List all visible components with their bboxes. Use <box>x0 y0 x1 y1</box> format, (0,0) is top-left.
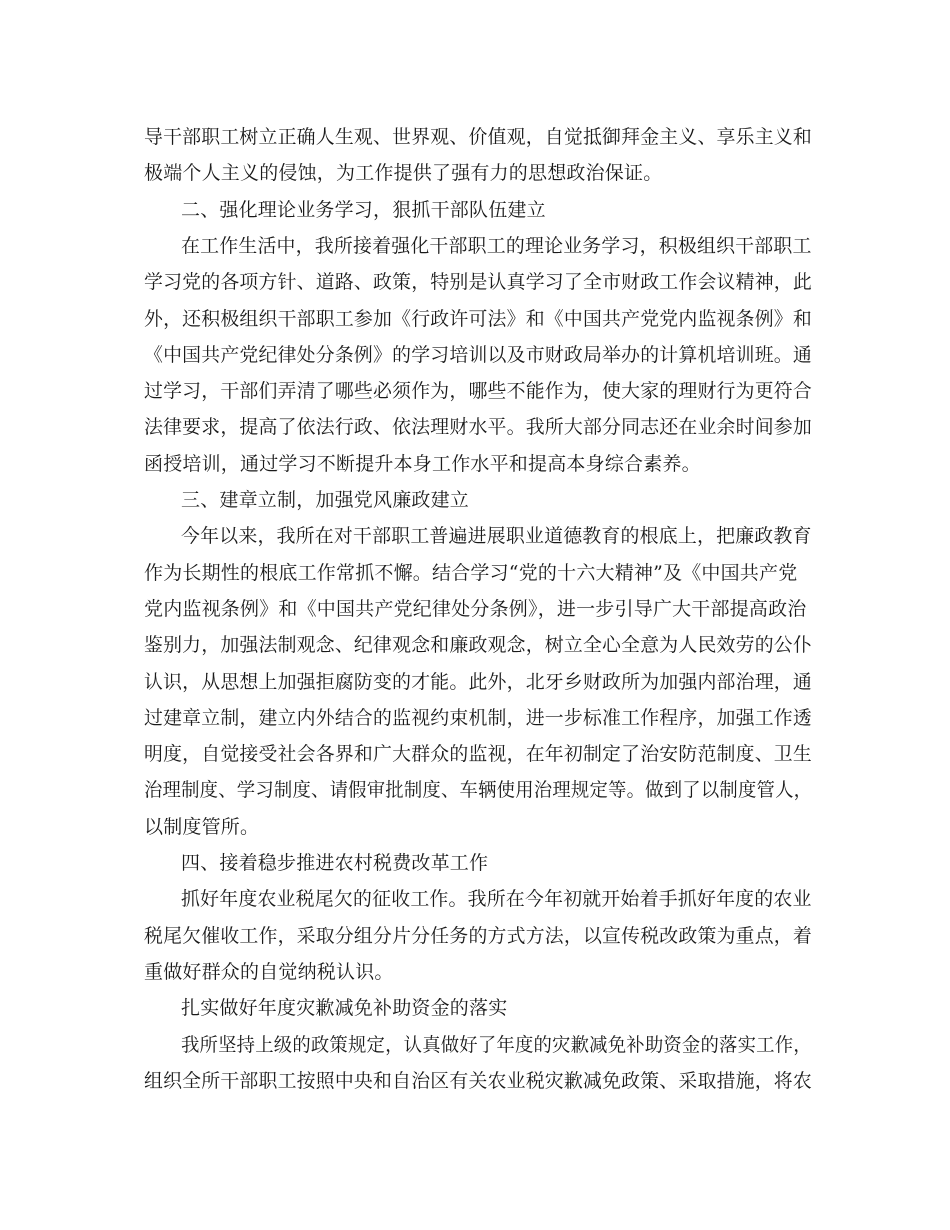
text-line: 鉴别力，加强法制观念、纪律观念和廉政观念，树立全心全意为人民效劳的公仆 <box>144 634 812 656</box>
text-line: 导干部职工树立正确人生观、世界观、价值观，自觉抵御拜金主义、享乐主义和 <box>144 126 812 148</box>
text-line: 在工作生活中，我所接着强化干部职工的理论业务学习，积极组织干部职工 <box>181 235 812 257</box>
text-line: 治理制度、学习制度、请假审批制度、车辆使用治理规定等。做到了以制度管人， <box>144 779 813 801</box>
text-line: 函授培训，通过学习不断提升本身工作水平和提高本身综合素养。 <box>144 453 701 475</box>
text-line: 抓好年度农业税尾欠的征收工作。我所在今年初就开始着手抓好年度的农业 <box>181 888 812 910</box>
text-line: 过学习，干部们弄清了哪些必须作为，哪些不能作为，使大家的理财行为更符合 <box>144 380 812 402</box>
text-line: 学习党的各项方针、道路、政策，特别是认真学习了全市财政工作会议精神，此 <box>144 271 812 293</box>
text-line: 《中国共产党纪律处分条例》的学习培训以及市财政局举办的计算机培训班。通 <box>144 344 812 366</box>
text-line: 今年以来，我所在对干部职工普遍进展职业道德教育的根底上，把廉政教育 <box>181 525 812 547</box>
text-line: 过建章立制，建立内外结合的监视约束机制，进一步标准工作程序，加强工作透 <box>144 707 812 729</box>
text-line: 组织全所干部职工按照中央和自治区有关农业税灾歉减免政策、采取措施，将农 <box>144 1070 812 1092</box>
text-line: 我所坚持上级的政策规定，认真做好了年度的灾歉减免补助资金的落实工作， <box>181 1034 812 1056</box>
text-line: 外，还积极组织干部职工参加《行政许可法》和《中国共产党党内监视条例》和 <box>144 308 812 330</box>
section-heading: 二、强化理论业务学习，狠抓干部队伍建立 <box>181 199 546 221</box>
text-line: 党内监视条例》和《中国共产党纪律处分条例》，进一步引导广大干部提高政治 <box>144 598 807 620</box>
text-line: 认识，从思想上加强拒腐防变的才能。此外，北牙乡财政所为加强内部治理，通 <box>144 671 812 693</box>
text-line: 重做好群众的自觉纳税认识。 <box>144 961 394 983</box>
text-line: 作为长期性的根底工作常抓不懈。结合学习“党的十六大精神”及《中国共产党 <box>144 562 798 584</box>
section-heading: 扎实做好年度灾歉减免补助资金的落实 <box>181 997 508 1019</box>
text-line: 明度，自觉接受社会各界和广大群众的监视，在年初制定了治安防范制度、卫生 <box>144 743 812 765</box>
text-line: 法律要求，提高了依法行政、依法理财水平。我所大部分同志还在业余时间参加 <box>144 416 812 438</box>
text-line: 税尾欠催收工作，采取分组分片分任务的方式方法，以宣传税改政策为重点，着 <box>144 925 812 947</box>
text-line: 以制度管所。 <box>144 816 260 838</box>
text-line: 极端个人主义的侵蚀，为工作提供了强有力的思想政治保证。 <box>144 162 663 184</box>
section-heading: 四、接着稳步推进农村税费改革工作 <box>181 852 489 874</box>
section-heading: 三、建章立制，加强党风廉政建立 <box>181 489 470 511</box>
